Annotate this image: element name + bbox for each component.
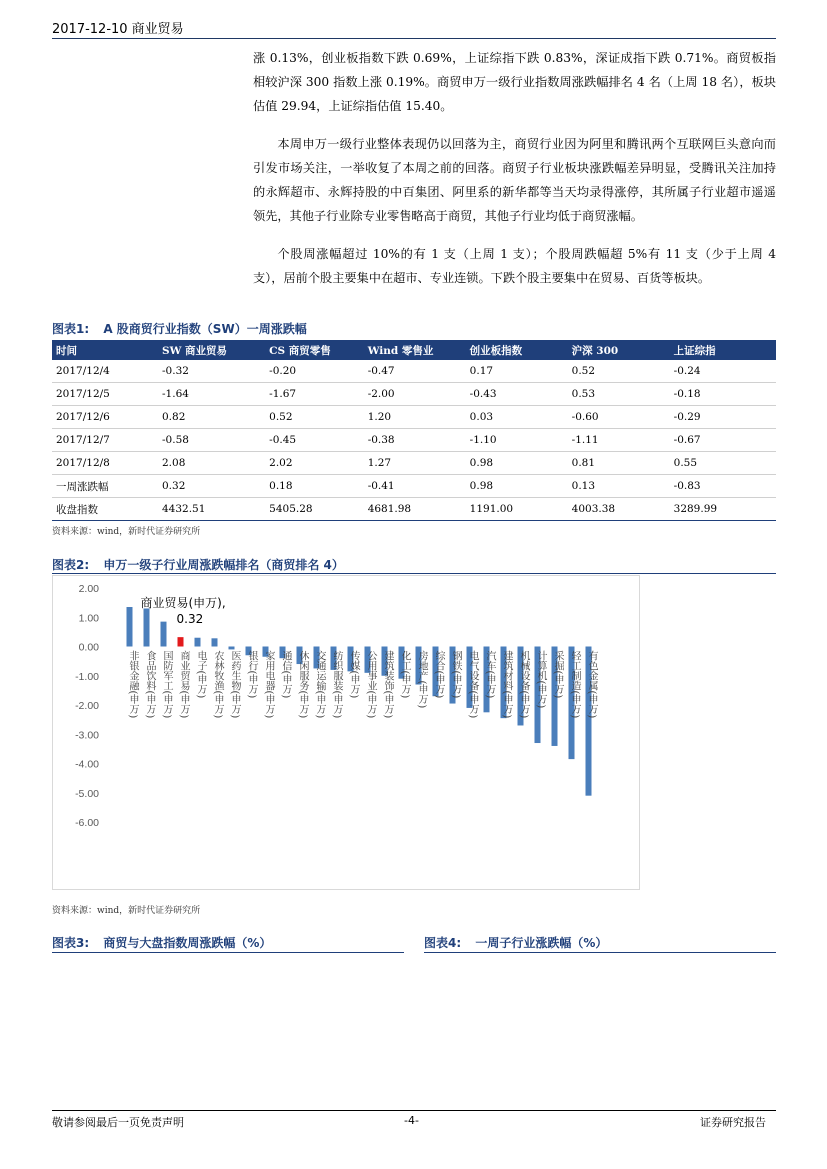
figure2-source: 资料来源：wind，新时代证券研究所	[52, 906, 201, 916]
table-cell: 2017/12/4	[52, 360, 158, 383]
table-row	[52, 360, 776, 383]
table-row	[52, 498, 776, 521]
bar	[212, 638, 218, 646]
paragraph-2: 本周申万一级行业整体表现仍以回落为主，商贸行业因为阿里和腾讯两个互联网巨头意向而引发市场关注，一举收复了本周之前的回落。商贸子行业板块涨跌幅差异明显，受腾讯关注加持的永辉超市、永辉持股的中百集团、阿里系的新华都等当天均录得涨停，其所属子行业超市遥遥领先，其他子行业除专业零售略高于商贸，其他子行业均低于商贸涨幅。	[253, 137, 776, 223]
table-cell: -1.64	[158, 383, 265, 406]
figure3-label: 图表3:	[52, 936, 90, 950]
annotation-label: 商业贸易(申万),	[140, 596, 226, 611]
figure1-title: A 股商贸行业指数（SW）一周涨跌幅	[103, 322, 307, 336]
figure2-caption	[52, 556, 344, 573]
table-cell: -0.38	[364, 429, 466, 452]
table-cell: 3289.99	[670, 498, 776, 521]
category-label: 综合(申万)	[433, 650, 444, 699]
figure3-title: 商贸与大盘指数周涨跌幅（%）	[103, 936, 272, 950]
category-label: 非银金融(申万)	[127, 650, 138, 719]
bar	[144, 608, 150, 646]
y-tick-label: -6.00	[75, 817, 99, 829]
table-cell: 0.98	[466, 452, 568, 475]
table-row	[52, 383, 776, 406]
footer-page-number: -4-	[404, 1114, 419, 1127]
figure1-caption	[52, 320, 307, 337]
figure4-caption	[424, 934, 607, 951]
table-cell: 4432.51	[158, 498, 265, 521]
category-label: 电子(申万)	[195, 650, 206, 699]
header-divider	[52, 38, 776, 39]
table-cell: -0.29	[670, 406, 776, 429]
body-text	[253, 46, 776, 304]
category-label: 钢铁(申万)	[450, 650, 461, 699]
table-cell: -0.83	[670, 475, 776, 498]
category-label: 化工(申万)	[399, 650, 410, 699]
category-label: 家用电器(申万)	[263, 650, 274, 719]
table-cell: 0.53	[568, 383, 670, 406]
table-cell: 1.20	[364, 406, 466, 429]
figure1-source: 资料来源：wind，新时代证券研究所	[52, 527, 201, 537]
category-label: 电气设备(申万)	[467, 650, 478, 719]
table-cell: 0.55	[670, 452, 776, 475]
table-header-cell: Wind 零售业	[364, 340, 466, 360]
table-cell: 0.81	[568, 452, 670, 475]
table-cell: -0.45	[265, 429, 364, 452]
table-cell: -0.32	[158, 360, 265, 383]
table-header-cell: SW 商业贸易	[158, 340, 265, 360]
table-cell: 0.52	[568, 360, 670, 383]
y-tick-label: -3.00	[75, 729, 99, 742]
table-cell: 0.32	[158, 475, 265, 498]
figure3-divider	[52, 952, 404, 953]
y-tick-label: -4.00	[75, 758, 99, 771]
figure4-label: 图表4:	[424, 936, 462, 950]
category-label: 食品饮料(申万)	[144, 650, 155, 719]
table-cell: -1.11	[568, 429, 670, 452]
table-cell: -0.60	[568, 406, 670, 429]
table-row	[52, 429, 776, 452]
category-label: 传媒(申万)	[348, 650, 359, 699]
table-cell: 4681.98	[364, 498, 466, 521]
table-cell: 0.98	[466, 475, 568, 498]
category-label: 国防军工(申万)	[161, 650, 172, 719]
table-cell: 0.82	[158, 406, 265, 429]
table-header-row	[52, 340, 776, 360]
table-cell: 2017/12/7	[52, 429, 158, 452]
category-label: 采掘(申万)	[552, 650, 563, 699]
category-label: 建筑装饰(申万)	[382, 650, 393, 719]
table-cell: 2.08	[158, 452, 265, 475]
table-row	[52, 406, 776, 429]
bar	[161, 622, 167, 647]
table-cell: 2017/12/8	[52, 452, 158, 475]
figure1-label: 图表1:	[52, 322, 90, 336]
category-label: 计算机(申万)	[535, 650, 546, 709]
category-label: 机械设备(申万)	[518, 650, 529, 719]
category-label: 公用事业(申万)	[365, 650, 376, 719]
category-label: 通信(申万)	[280, 650, 291, 699]
table-cell: -0.18	[670, 383, 776, 406]
table-cell: 5405.28	[265, 498, 364, 521]
figure2-label: 图表2:	[52, 558, 90, 572]
table-header-cell: 上证综指	[670, 340, 776, 360]
paragraph-1: 涨 0.13%，创业板指数下跌 0.69%，上证综指下跌 0.83%，深证成指下跌 0.71%。商贸板指相较沪深 300 指数上涨 0.19%。商贸申万一级行业指数周涨跌幅排名 4 名（上周 18 名），板块估值 29.94，上证综指估值 15.40。	[253, 51, 776, 113]
category-label: 银行(申万)	[246, 650, 257, 699]
category-label: 房地产(申万)	[416, 650, 427, 709]
y-tick-label: -2.00	[75, 700, 99, 712]
table-header-cell: 沪深 300	[568, 340, 670, 360]
figure4-title: 一周子行业涨跌幅（%）	[475, 936, 608, 950]
bar	[229, 647, 235, 650]
table-cell: -0.58	[158, 429, 265, 452]
table-cell: -0.47	[364, 360, 466, 383]
footer-divider	[52, 1110, 776, 1111]
category-label: 有色金属(申万)	[586, 650, 597, 719]
table-cell: -0.43	[466, 383, 568, 406]
table-cell: 1.27	[364, 452, 466, 475]
table-row	[52, 475, 776, 498]
table-header-cell: CS 商贸零售	[265, 340, 364, 360]
table-cell: 0.18	[265, 475, 364, 498]
y-tick-label: -5.00	[75, 787, 99, 800]
y-tick-label: 0.00	[78, 641, 99, 654]
figure2-divider	[52, 573, 776, 574]
table-cell: -0.67	[670, 429, 776, 452]
table-cell: -1.67	[265, 383, 364, 406]
category-label: 商业贸易(申万)	[178, 650, 189, 719]
figure2-chart	[53, 576, 639, 889]
table-cell: 2017/12/6	[52, 406, 158, 429]
bar	[127, 607, 133, 646]
bar	[195, 638, 201, 647]
category-label: 医药生物(申万)	[229, 650, 240, 719]
table-row	[52, 452, 776, 475]
bar	[178, 637, 184, 646]
table-cell: 0.03	[466, 406, 568, 429]
figure4-divider	[424, 952, 776, 953]
table-cell: 0.52	[265, 406, 364, 429]
table-cell: 0.17	[466, 360, 568, 383]
table-cell: -0.24	[670, 360, 776, 383]
category-label: 农林牧渔(申万)	[212, 650, 223, 719]
table-cell: 1191.00	[466, 498, 568, 521]
category-label: 汽车(申万)	[484, 650, 495, 699]
annotation-value: 0.32	[176, 612, 204, 627]
footer-report-type: 证券研究报告	[700, 1116, 766, 1129]
table-cell: 4003.38	[568, 498, 670, 521]
category-label: 休闲服务(申万)	[297, 650, 308, 719]
figure2-chart-frame	[52, 575, 640, 890]
paragraph-3: 个股周涨幅超过 10%的有 1 支（上周 1 支）；个股周跌幅超 5%有 11 支（少于上周 4 支），居前个股主要集中在超市、专业连锁。下跌个股主要集中在贸易、百货等板块。	[253, 247, 776, 285]
table-cell: -0.20	[265, 360, 364, 383]
figure3-caption	[52, 934, 271, 951]
header-date-title: 2017-12-10 商业贸易	[52, 22, 184, 37]
table-cell: 收盘指数	[52, 498, 158, 521]
table-header-cell: 创业板指数	[466, 340, 568, 360]
y-tick-label: 2.00	[78, 583, 99, 595]
table-cell: 2.02	[265, 452, 364, 475]
table-cell: 一周涨跌幅	[52, 475, 158, 498]
table-cell: -1.10	[466, 429, 568, 452]
y-tick-label: -1.00	[75, 670, 99, 683]
table-cell: -0.41	[364, 475, 466, 498]
table-cell: -2.00	[364, 383, 466, 406]
category-label: 纺织服装(申万)	[331, 650, 342, 719]
category-label: 轻工制造(申万)	[569, 650, 580, 719]
category-label: 交通运输(申万)	[314, 650, 325, 719]
footer-disclaimer: 敬请参阅最后一页免责声明	[52, 1116, 184, 1129]
table-cell: 0.13	[568, 475, 670, 498]
figure1-table	[52, 340, 776, 521]
table-body	[52, 360, 776, 521]
category-label: 建筑材料(申万)	[501, 650, 512, 719]
table-cell: 2017/12/5	[52, 383, 158, 406]
figure2-title: 申万一级子行业周涨跌幅排名（商贸排名 4）	[103, 558, 344, 572]
y-tick-label: 1.00	[78, 612, 99, 625]
table-header-cell: 时间	[52, 340, 158, 360]
